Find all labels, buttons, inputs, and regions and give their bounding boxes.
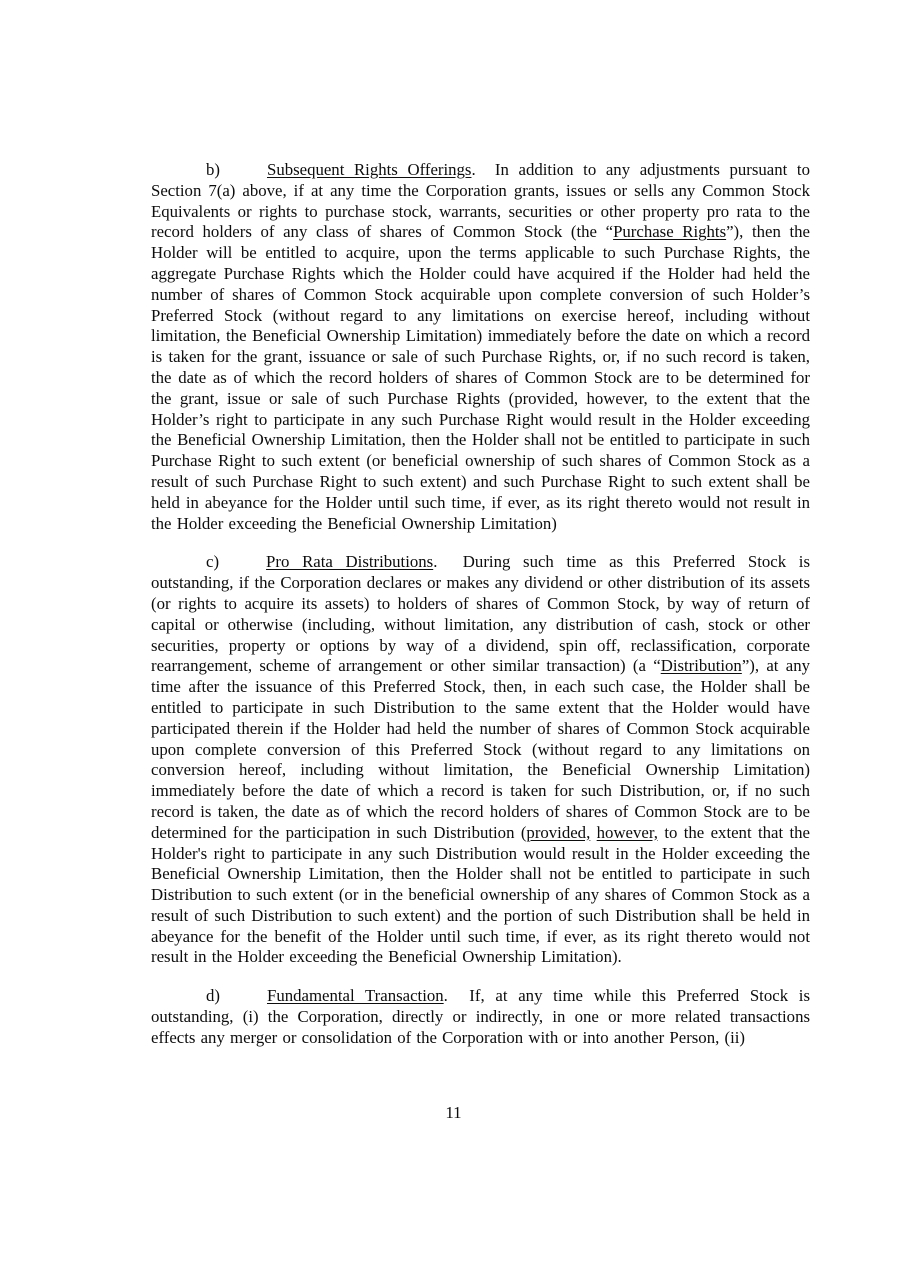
underlined-text: Pro Rata Distributions [266, 552, 434, 572]
body-text: . In addition to any adjustments pursuant to Section 7(a) above, if at any time the Corporation grants, issues or sells any Common Stock Equivalents or rights to purchase stock, warrants, securities or other property pro rata to the record holders of any class of shares of Common Stock (the “ [151, 160, 810, 242]
body-text: to the extent that the Holder's right to participate in any such Distribution would result in the Holder exceeding the Beneficial Ownership Limitation, then the Holder shall not be entitled to participate in such Distribution to such extent (or in the beneficial ownership of any shares of Common Stock as a result of such Distribution to such extent) and the portion of such Distribution shall be held in abeyance for the benefit of the Holder until such time, if ever, as its right thereto would not result in the Holder exceeding the Beneficial Ownership Limitation). [151, 822, 811, 967]
paragraph-d [151, 986, 810, 1048]
body-text: . If, at any time while this Preferred Stock is outstanding, (i) the Corporation, directly or indirectly, in one or more related transactions effects any merger or consolidation of the Corporation with or into another Person, (ii) [151, 986, 810, 1047]
body-text: . During such time as this Preferred Stock is outstanding, if the Corporation declares or makes any dividend or other distribution of its assets (or rights to acquire its assets) to holders of shares of Common Stock, by way of return of capital or otherwise (including, without limitation, any distribution of cash, stock or other securities, property or options by way of a dividend, spin off, reclassification, corporate rearrangement, scheme of arrangement or other similar transaction) (a “ [151, 552, 810, 676]
paragraph-label-b: b) [206, 160, 220, 179]
paragraph-b [151, 160, 810, 534]
paragraph-c [151, 552, 810, 968]
document-body [151, 160, 810, 1067]
paragraph-label-d: d) [206, 986, 220, 1006]
underlined-text: provided, [526, 822, 591, 842]
body-text: ”), at any time after the issuance of this Preferred Stock, then, in each such case, the Holder shall be entitled to participate in such Distribution to the same extent that the Holder would have participated therein if the Holder had held the number of shares of Common Stock acquirable upon complete conversion of this Preferred Stock (without regard to any limitations on conversion hereof, including without limitation, the Beneficial Ownership Limitation) immediately before the date of which a record is taken for such Distribution, or, if no such record is taken, the date as of which the record holders of shares of Common Stock are to be determined for the participation in such Distribution ( [151, 656, 810, 842]
underlined-text: Purchase Rights [613, 222, 727, 242]
page-number: 11 [445, 1103, 462, 1122]
underlined-text: Fundamental Transaction [266, 986, 444, 1006]
underlined-text: Distribution [660, 656, 742, 676]
body-text: ”), then the Holder will be entitled to acquire, upon the terms applicable to such Purchase Rights, the aggregate Purchase Rights which the Holder could have acquired if the Holder had held the number of shares of Common Stock acquirable upon complete conversion of such Holder’s Preferred Stock (without regard to any limitations on exercise hereof, including without limitation, the Beneficial Ownership Limitation) immediately before the date on which a record is taken for the grant, issuance or sale of such Purchase Rights, or, if no such record is taken, the date as of which the record holders of shares of Common Stock are to be determined for the grant, issue or sale of such Purchase Rights (provided, however, to the extent that the Holder’s right to participate in any such Purchase Right would result in the Holder exceeding the Beneficial Ownership Limitation, then the Holder shall not be entitled to participate in such Purchase Right to such extent (or beneficial ownership of such shares of Common Stock as a result of such Purchase Right to such extent) and such Purchase Right to such extent shall be held in abeyance for the Holder until such time, if ever, as its right thereto would not result in the Holder exceeding the Beneficial Ownership Limitation) [151, 222, 810, 533]
paragraph-label-c: c) [206, 552, 220, 572]
underlined-text: however, [596, 822, 658, 842]
underlined-text: Subsequent Rights Offerings [266, 160, 472, 179]
